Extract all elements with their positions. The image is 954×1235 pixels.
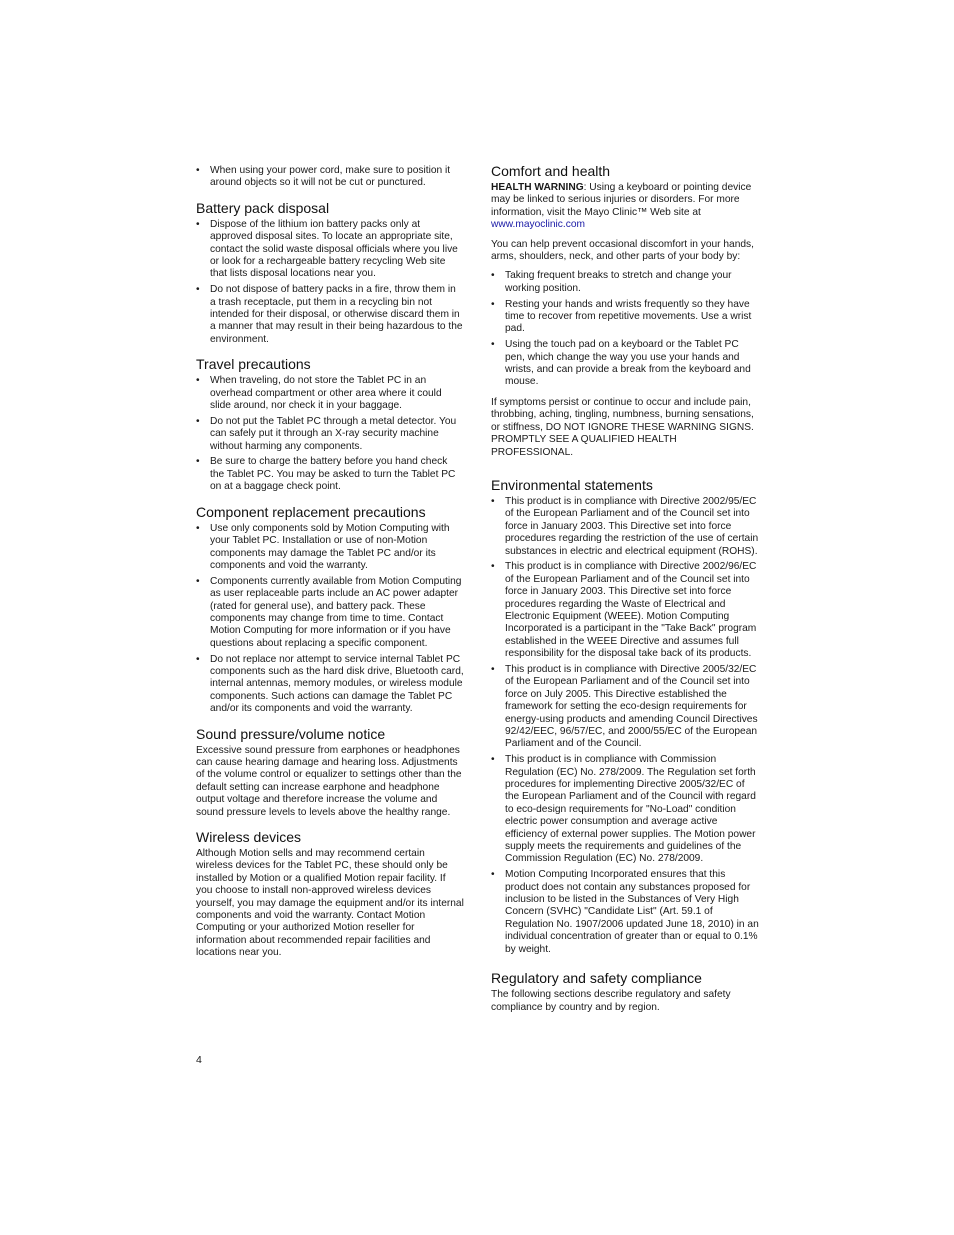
bullet-icon: • xyxy=(196,284,200,296)
bullet-icon: • xyxy=(196,456,200,468)
right-column xyxy=(491,163,759,1024)
section-body: Although Motion sells and may recommend certain wireless devices for the Tablet PC, these should only be installed by Motion or a qualified Motion repair facility. If you choose to install non-approved wireless devices yourself, you may damage the equipment and/or its internal components and void the warranty. Contact Motion Computing or your authorized Motion reseller for information about recommended repair facilities and locations near you. xyxy=(196,848,464,959)
bullet-icon: • xyxy=(491,561,495,573)
section-heading: Comfort and health xyxy=(491,163,611,179)
power-cord-section xyxy=(196,165,464,190)
health-warning: HEALTH WARNING: Using a keyboard or pointing device may be linked to serious injuries or disorders. For more information, visit the Mayo Clinic™ Web site at www.mayoclinic.com xyxy=(491,182,752,231)
section-heading: Battery pack disposal xyxy=(196,199,330,216)
list-item: • Components currently available from Motion Computing as user replaceable parts include an AC power adapter (rated for general use), and battery pack. These components may change from time to time. Contact Motion Computing for more information or if you have questions about replacing a specific component. xyxy=(196,575,462,649)
list-item: • Motion Computing Incorporated ensures that this product does not contain any substances proposed for inclusion to be listed in the Substances of Very High Concern (SVHC) "Candidate List" (Art. 59.1 of Regulation No. 1907/2006 updated June 18, 2010) in an individual concentration of greater than or equal to 0.1% by weight. xyxy=(491,869,759,955)
bullet-icon: • xyxy=(491,754,495,766)
bullet-icon: • xyxy=(491,298,495,310)
section-heading: Environmental statements xyxy=(491,476,653,493)
list-item: • Taking frequent breaks to stretch and change your working position. xyxy=(491,270,732,294)
page-number: 4 xyxy=(196,1054,202,1066)
list-item: • Do not put the Tablet PC through a metal detector. You can safely put it through an X-ray security machine without harming any components. xyxy=(196,415,457,452)
comfort-intro: You can help prevent occasional discomfort in your hands, arms, shoulders, neck, and other parts of your body by: xyxy=(491,238,754,263)
list-item: • When traveling, do not store the Tablet PC in an overhead compartment or other area where it could slide around, nor check it in your baggage. xyxy=(196,375,442,412)
bullet-icon: • xyxy=(196,653,200,665)
section-body: The following sections describe regulatory and safety compliance by country and by region. xyxy=(491,989,731,1013)
bullet-icon: • xyxy=(196,375,200,387)
regulatory-section xyxy=(491,970,759,1014)
list-item: • Dispose of the lithium ion battery packs only at approved disposal sites. To locate an appropriate site, contact the solid waste disposal officials where you live or look for a rechargeable battery recycling Web site that lists disposal locations near you. xyxy=(196,218,458,280)
warning-label: HEALTH WARNING xyxy=(491,182,584,193)
list-item: • Be sure to charge the battery before you hand check the Tablet PC. You may be asked to turn the Tablet PC on at a baggage check point. xyxy=(196,456,456,493)
bullet-icon: • xyxy=(196,218,200,230)
comfort-section xyxy=(491,163,759,459)
bullet-list xyxy=(196,375,464,493)
list-item: • When using your power cord, make sure to position it around objects so it will not be cut or punctured. xyxy=(196,165,451,189)
section-body: Excessive sound pressure from earphones or headphones can cause hearing damage and hearing loss. Adjustments of the volume control or equalizer to settings other than the default setting can increase earphone and headphone output voltage and therefore increase the volume and sound pressure levels to levels above the healthy range. xyxy=(196,744,462,818)
wireless-section xyxy=(196,829,464,960)
bullet-icon: • xyxy=(491,270,495,282)
list-item: • This product is in compliance with Commission Regulation (EC) No. 278/2009. The Regulation set forth procedures for implementing Directive 2005/32/EC of the European Parliament and of the Council with regard to eco-design requirements for "No-Load" condition electric power consumption and average active efficiency of external power supplies. The Motion power supply meets the requirements and guidelines of the Commission Regulation (EC) No. 278/2009. xyxy=(491,754,756,865)
section-heading: Component replacement precautions xyxy=(196,503,426,520)
section-heading: Regulatory and safety compliance xyxy=(491,970,702,987)
bullet-icon: • xyxy=(491,339,495,351)
list-item: • This product is in compliance with Directive 2002/96/EC of the European Parliament and of the Council set into force in January 2003. This Directive set into force procedures regarding the Waste of Electrical and Electronic Equipment (WEEE). Motion Computing Incorporated is a participant in the "Take Back" program established in the WEEE Directive and assumes full responsibility for the disposal take back of its products. xyxy=(491,561,757,660)
bullet-icon: • xyxy=(491,869,495,881)
bullet-list xyxy=(196,523,464,716)
section-heading: Travel precautions xyxy=(196,356,311,373)
list-item: • Use only components sold by Motion Computing with your Tablet PC. Installation or use of non-Motion components may damage the Tablet PC and/or its components and void the warranty. xyxy=(196,522,450,571)
list-item: • Do not dispose of battery packs in a fire, throw them in a trash receptacle, put them in a recycling bin not intended for their disposal, or otherwise discard them in a manner that may result in their being hazardous to the environment. xyxy=(196,284,463,345)
list-item: • Resting your hands and wrists frequently so they have time to recover from repetitive movements. Use a wrist pad. xyxy=(491,298,752,335)
section-heading: Sound pressure/volume notice xyxy=(196,725,386,742)
travel-section xyxy=(196,356,464,493)
bullet-list xyxy=(196,219,464,346)
bullet-icon: • xyxy=(196,575,200,587)
bullet-icon: • xyxy=(196,165,200,176)
list-item: • This product is in compliance with Directive 2005/32/EC of the European Parliament and of the Council set into force on July 2005. This Directive established the framework for setting the eco-design requirements for energy-using products and amending Council Directives 92/42/EEC, 96/57/EC, and 2000/55/EC of the European Parliament and of the Council. xyxy=(491,663,758,750)
bullet-icon: • xyxy=(491,663,495,675)
bullet-icon: • xyxy=(196,415,200,427)
sound-section xyxy=(196,726,464,819)
component-section xyxy=(196,504,464,716)
bullet-list xyxy=(196,165,464,190)
bullet-list xyxy=(491,496,759,956)
list-item: • This product is in compliance with Directive 2002/95/EC of the European Parliament and of the Council set into force in January 2003. This Directive set into force procedures regarding the restriction of the use of certain substances in electric and electrical equipment (ROHS). xyxy=(491,495,759,557)
section-heading: Wireless devices xyxy=(196,829,302,846)
list-item: • Do not replace nor attempt to service internal Tablet PC components such as the hard disk drive, Bluetooth card, internal antennas, memory modules, or wireless module components. Such actions can damage the Tablet PC and/or its components and void the warranty. xyxy=(196,653,464,715)
comfort-closing: If symptoms persist or continue to occur and include pain, throbbing, aching, tingling, numbness, burning sensations, or stiffness, DO NOT IGNORE THESE WARNING SIGNS. PROMPTLY SEE A QUALIFIED HEALTH PROFESSIONAL. xyxy=(491,396,754,458)
list-item: • Using the touch pad on a keyboard or the Tablet PC pen, which change the way you use your hands and wrists, and can provide a break from the keyboard and mouse. xyxy=(491,339,751,388)
environmental-section xyxy=(491,477,759,956)
bullet-list xyxy=(491,270,759,388)
left-column xyxy=(196,163,464,970)
bullet-icon: • xyxy=(491,495,495,507)
bullet-icon: • xyxy=(196,522,200,534)
mayo-clinic-link[interactable]: www.mayoclinic.com xyxy=(491,219,585,231)
battery-section xyxy=(196,200,464,346)
